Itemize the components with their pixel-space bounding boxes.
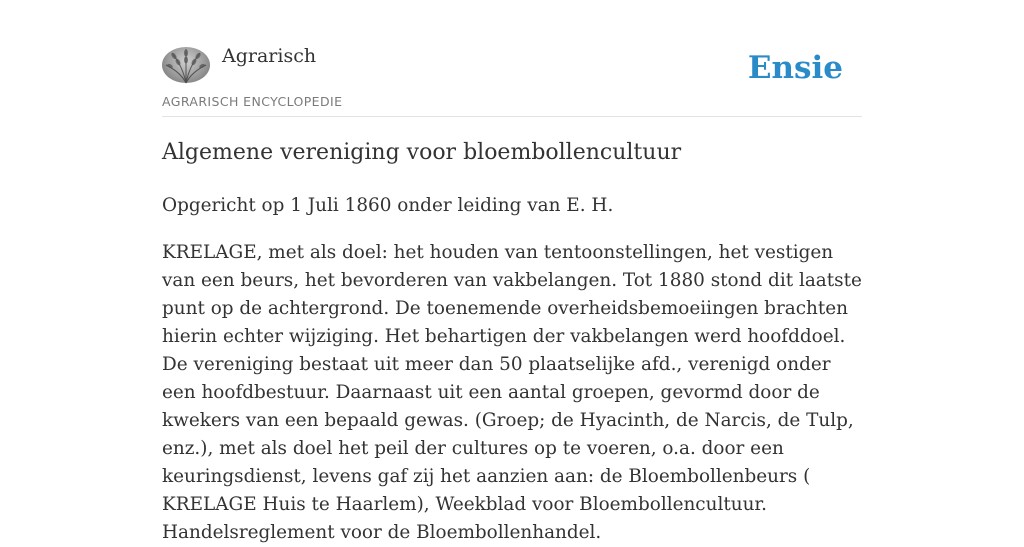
ensie-brand-logo[interactable]: Ensie — [747, 50, 843, 86]
publication-name[interactable]: Agrarisch — [222, 45, 317, 67]
article-paragraph: Opgericht op 1 Juli 1860 onder leiding van E. H. — [162, 195, 614, 216]
publication-subtitle: AGRARISCH ENCYCLOPEDIE — [162, 94, 343, 109]
wheat-logo-icon[interactable] — [162, 47, 210, 83]
site-header — [162, 40, 862, 117]
article-paragraph: KRELAGE, met als doel: het houden van tentoonstellingen, het vestigen van een beurs, het bevorderen van vakbelangen. Tot 1880 stond dit laatste punt op de achtergrond. De toenemende overheidsbemoeiingen brachten hierin echter wijziging. Het behartigen der vakbelangen werd hoofddoel. De vereniging bestaat uit meer dan 50 plaatselijke afd., verenigd onder een hoofdbestuur. Daarnaast uit een aantal groepen, gevormd door de kwekers van een bepaald gewas. (Groep; de Hyacinth, de Narcis, de Tulp, enz.), met als doel het peil der cultures op te voeren, o.a. door een keuringsdienst, levens gaf zij het aanzien aan: de Bloembollenbeurs ( KRELAGE Huis te Haarlem), Weekblad voor Bloembollencultuur. Handelsreglement voor de Bloembollenhandel. — [162, 242, 862, 543]
article-title: Algemene vereniging voor bloembollencultuur — [162, 140, 682, 165]
